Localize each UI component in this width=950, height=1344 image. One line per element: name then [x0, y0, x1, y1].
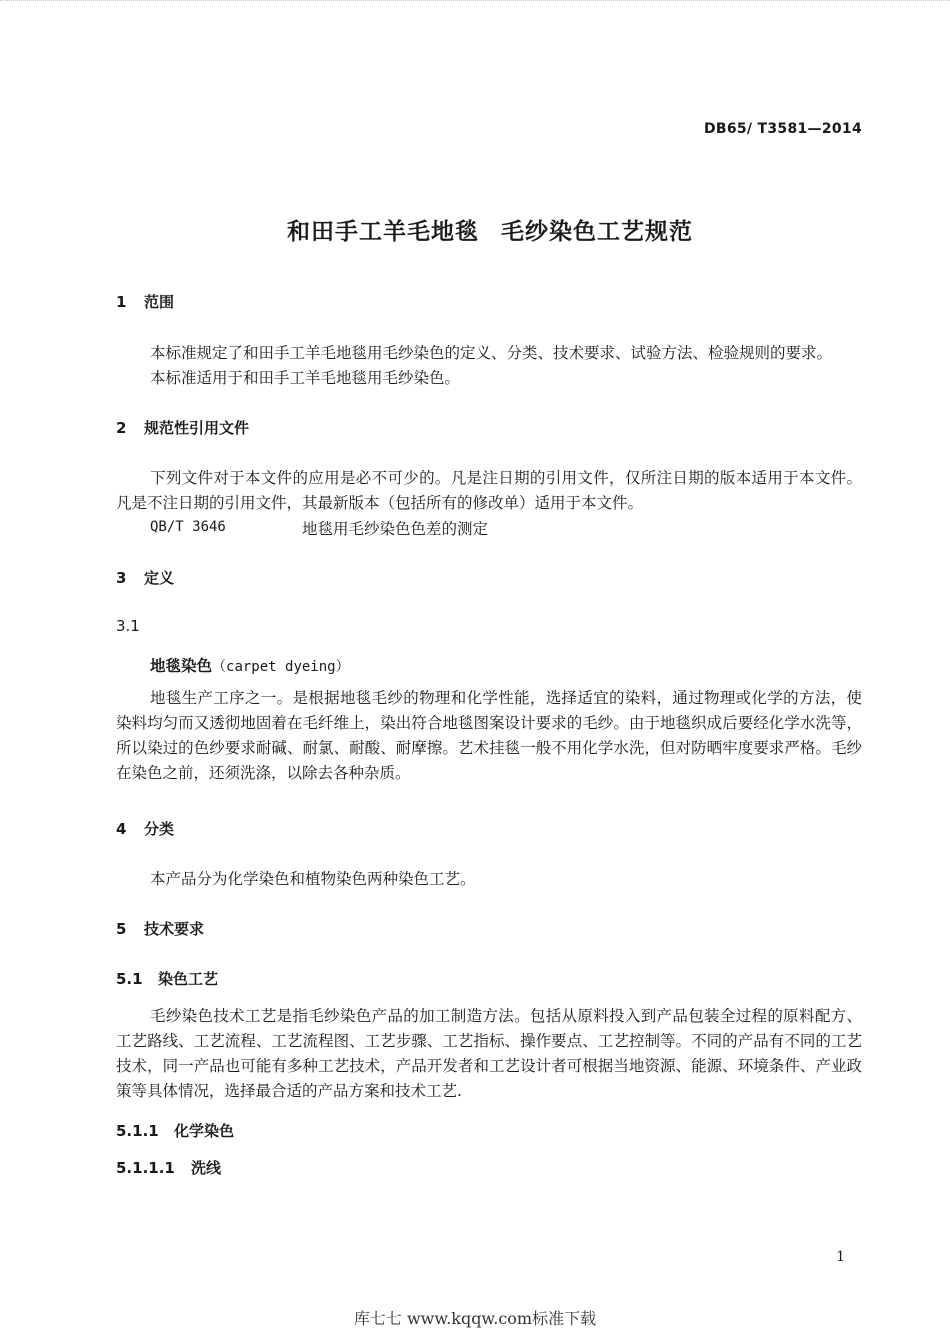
- section-2-paragraph: 下列文件对于本文件的应用是必不可少的。凡是注日期的引用文件，仅所注日期的版本适用于本文件。凡是不注日期的引用文件，其最新版本（包括所有的修改单）适用于本文件。: [116, 469, 862, 512]
- title-part-2: 毛纱染色工艺规范: [501, 219, 693, 245]
- section-5-1-heading: 5.1 染色工艺: [116, 970, 219, 988]
- reference-code: QB/T 3646: [150, 519, 226, 535]
- section-5-1-1-1-heading: 5.1.1.1 洗线: [116, 1159, 222, 1177]
- section-1-paragraph-1: 本标准规定了和田手工羊毛地毯用毛纱染色的定义、分类、技术要求、试验方法、检验规则的要求。: [150, 344, 833, 362]
- section-3-1-number: 3.1: [116, 617, 140, 635]
- section-4-paragraph: 本产品分为化学染色和植物染色两种染色工艺。: [150, 870, 476, 888]
- section-3-heading: 3 定义: [116, 569, 175, 587]
- document-code: DB65/ T3581—2014: [703, 121, 862, 137]
- section-5-1-paragraph: 毛纱染色技术工艺是指毛纱染色产品的加工制造方法。包括从原料投入到产品包装全过程的原料配方、工艺路线、工艺流程、工艺流程图、工艺步骤、工艺指标、操作要点、工艺控制等。不同的产品有不同的工艺技术，同一产品也可能有多种工艺技术，产品开发者和工艺设计者可根据当地资源、能源、环境条件、产业政策等具体情况，选择最合适的产品方案和技术工艺.: [116, 1007, 862, 1100]
- term-english: （carpet dyeing）: [212, 659, 350, 675]
- section-1-paragraph-2: 本标准适用于和田手工羊毛地毯用毛纱染色。: [150, 369, 461, 387]
- page-number: 1: [836, 1249, 845, 1265]
- scan-header-edge: [0, 0, 950, 11]
- term-heading: [150, 654, 350, 676]
- section-5-heading: 5 技术要求: [116, 920, 205, 938]
- title-part-1: 和田手工羊毛地毯: [287, 219, 479, 245]
- section-3-1-paragraph: 地毯生产工序之一。是根据地毯毛纱的物理和化学性能，选择适宜的染料，通过物理或化学的方法，使染料均匀而又透彻地固着在毛纤维上，染出符合地毯图案设计要求的毛纱。由于地毯织成后要经化学水洗等，所以染过的色纱要求耐碱、耐氯、耐酸、耐摩擦。艺术挂毯一般不用化学水洗，但对防晒牢度要求严格。毛纱在染色之前，还须洗涤，以除去各种杂质。: [116, 689, 862, 782]
- term-chinese: 地毯染色: [150, 657, 213, 675]
- section-5-1-1-heading: 5.1.1 化学染色: [116, 1122, 235, 1140]
- reference-title: 地毯用毛纱染色色差的测定: [302, 520, 489, 538]
- section-2-heading: 2 规范性引用文件: [116, 419, 250, 437]
- document-title: [0, 213, 950, 246]
- section-4-heading: 4 分类: [116, 820, 175, 838]
- section-1-heading: 1 范围: [116, 293, 175, 311]
- footer-watermark: 库七七 www.kqqw.com标准下载: [353, 1309, 597, 1328]
